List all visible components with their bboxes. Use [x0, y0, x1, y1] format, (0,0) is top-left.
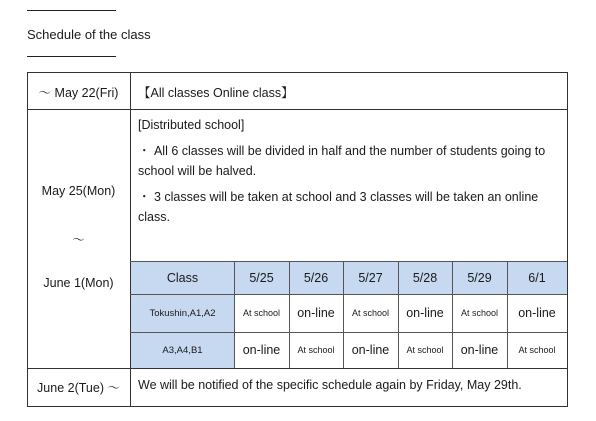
- bullet2-line2: class.: [138, 210, 170, 224]
- schedule-outer-table: [27, 72, 568, 407]
- schedule-header-date: 5/25: [249, 270, 274, 285]
- row2-date-end: June 1(Mon): [43, 276, 114, 290]
- schedule-cell: on-line: [406, 306, 444, 320]
- row-divider-1: [27, 109, 568, 110]
- row2-date-start: May 25(Mon): [41, 184, 116, 198]
- row1-content: 【All classes Online class】: [138, 86, 294, 100]
- schedule-header-date: 5/27: [358, 270, 383, 285]
- schedule-cell: At school: [242, 308, 281, 318]
- row2-tilde: ～: [72, 233, 85, 247]
- page-heading: Schedule of the class: [27, 27, 151, 42]
- schedule-row-label: Tokushin,A1,A2: [149, 307, 216, 319]
- schedule-cell: At school: [297, 345, 335, 355]
- bottom-rule: [27, 56, 116, 57]
- schedule-cell: on-line: [351, 343, 390, 357]
- row-divider-2: [27, 368, 568, 369]
- row3-date: June 2(Tue) ～: [37, 381, 120, 395]
- table-border-right: [567, 72, 568, 407]
- row3-content: We will be notified of the specific schedule again by Friday, May 29th.: [138, 378, 522, 392]
- schedule-header-date: 5/29: [467, 270, 492, 285]
- table-border-top: [27, 72, 568, 73]
- schedule-header-date: 6/1: [528, 270, 546, 285]
- schedule-cell: on-line: [518, 306, 556, 320]
- schedule-cell: At school: [460, 308, 499, 318]
- schedule-header-date: 5/26: [303, 270, 329, 285]
- schedule-cell: on-line: [242, 343, 281, 357]
- schedule-cell: on-line: [297, 306, 335, 320]
- top-rule: [27, 10, 116, 11]
- schedule-cell: At school: [406, 345, 444, 355]
- table-border-bottom: [27, 406, 568, 407]
- distributed-title: [Distributed school]: [138, 118, 245, 132]
- schedule-header-date: 5/28: [412, 270, 438, 285]
- bullet2-line1: ・ 3 classes will be taken at school and 3 classes will be taken an online: [138, 190, 539, 204]
- schedule-cell: At school: [518, 345, 556, 355]
- schedule-header-class: Class: [166, 270, 199, 285]
- schedule-cell: on-line: [460, 343, 499, 357]
- bullet1-line2: school will be halved.: [138, 164, 257, 178]
- schedule-row-label: A3,A4,B1: [162, 344, 203, 356]
- schedule-cell: At school: [351, 308, 390, 318]
- row1-date: ～ May 22(Fri): [38, 86, 119, 100]
- bullet1-line1: ・ All 6 classes will be divided in half and the number of students going to: [138, 144, 546, 158]
